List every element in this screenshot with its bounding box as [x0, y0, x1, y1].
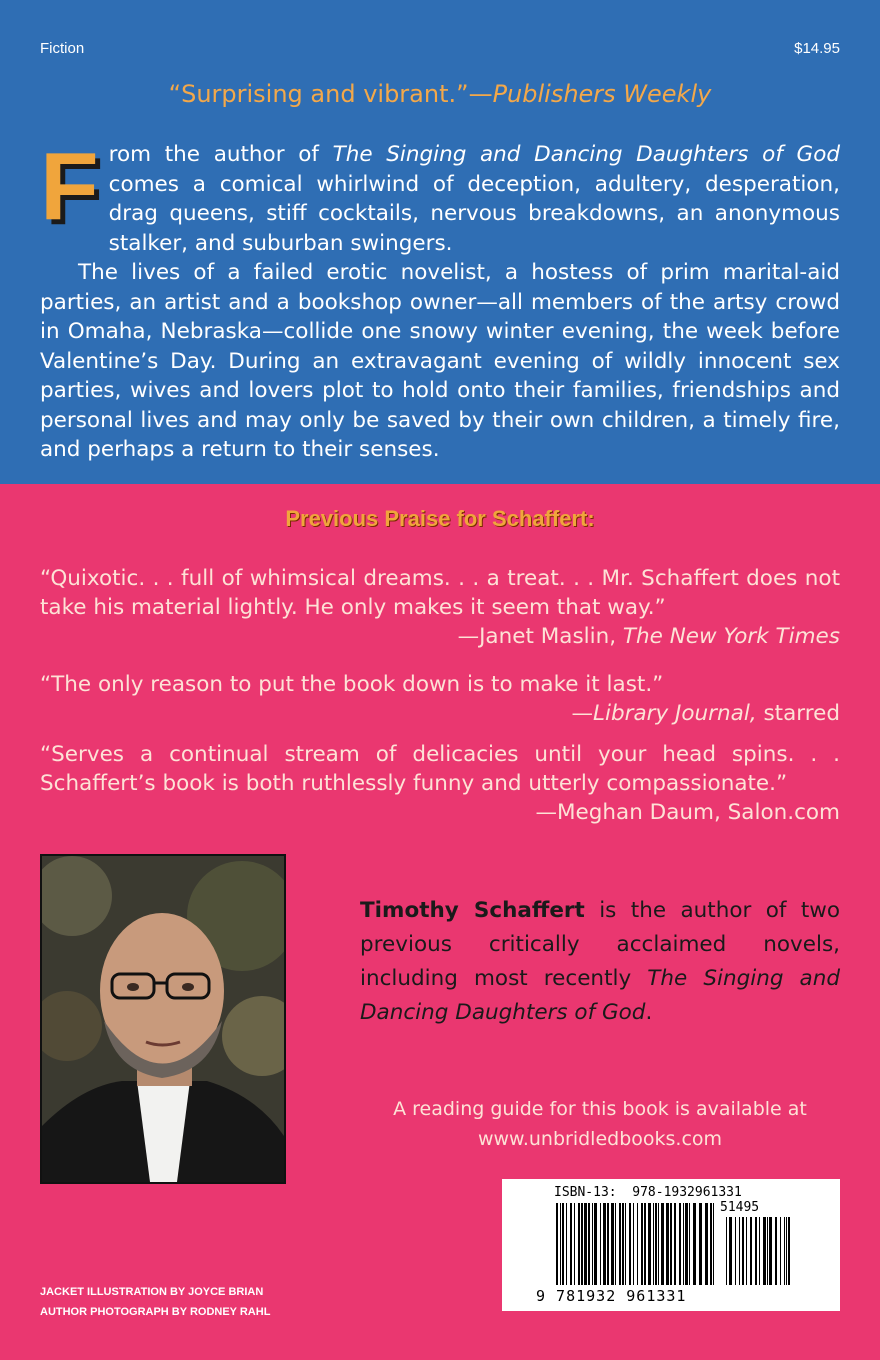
description-panel — [0, 0, 880, 484]
credits — [40, 1282, 270, 1322]
drop-cap: F — [40, 133, 99, 240]
praise-panel — [0, 484, 880, 1360]
quote-source: The New York Times — [622, 624, 840, 649]
review-quote — [40, 740, 840, 827]
pull-quote-text: “Surprising and vibrant.”— — [168, 80, 493, 108]
quote-citation — [40, 699, 840, 728]
quote-citation — [40, 622, 840, 651]
quote-author: —Janet Maslin, — [457, 624, 623, 649]
pull-quote-source: Publishers Weekly — [492, 80, 712, 108]
author-bio-text: is the author of two previous critically acclaimed novels, including most recently — [360, 898, 841, 991]
author-book-title: The Singing and Dancing Daughters of God — [360, 966, 840, 1025]
isbn-barcode — [502, 1179, 840, 1311]
author-bio — [360, 894, 840, 1030]
quote-text: “Quixotic. . . full of whimsical dreams. . . a treat. . . Mr. Schaffert does not take his material lightly. He only makes it seem that way.” — [40, 566, 840, 620]
description-paragraph-1 — [40, 133, 840, 258]
author-bio-end: . — [645, 1000, 653, 1025]
isbn-digits: 9 781932 961331 — [536, 1287, 687, 1305]
isbn-label: ISBN-13: 978-1932961331 — [554, 1185, 742, 1200]
quote-suffix: starred — [756, 701, 840, 726]
description-paragraph-2: The lives of a failed erotic novelist, a hostess of prim marital-aid parties, an artist and a bookshop owner—all members of the artsy crowd in Omaha, Nebraska—collide one snowy winter evening, the week before Valentine’s Day. During an extravagant evening of wildly innocent sex parties, wives and lovers plot to hold onto their families, friendships and personal lives and may only be saved by their own children, a timely fire, and perhaps a return to their senses. — [40, 260, 840, 462]
quote-text: “The only reason to put the book down is to make it last.” — [40, 672, 664, 697]
illustration-credit: JACKET ILLUSTRATION BY JOYCE BRIAN — [40, 1286, 264, 1298]
reading-guide-url: www.unbridledbooks.com — [477, 1128, 723, 1150]
description-intro: rom the author of — [108, 142, 333, 167]
reading-guide-text: A reading guide for this book is available at — [393, 1098, 807, 1120]
author-name: Timothy Schaffert — [360, 898, 585, 923]
genre-label: Fiction — [40, 40, 85, 57]
quote-author: — — [571, 701, 594, 726]
description-book-title: The Singing and Dancing Daughters of God — [332, 142, 840, 167]
review-quote — [40, 670, 840, 728]
price-code: 51495 — [720, 1200, 760, 1215]
quote-text: “Serves a continual stream of delicacies until your head spins. . . Schaffert’s book is both ruthlessly funny and utterly compassionate.” — [40, 742, 840, 796]
description-rest: comes a comical whirlwind of deception, adultery, desperation, drag queens, stiff cocktails, nervous breakdowns, an anonymous stalker, and suburban swingers. — [108, 171, 840, 256]
price-label: $14.95 — [794, 40, 840, 57]
reading-guide-note — [360, 1094, 840, 1154]
book-description — [40, 133, 840, 465]
photo-credit: AUTHOR PHOTOGRAPH BY RODNEY RAHL — [40, 1306, 271, 1318]
author-portrait-image — [42, 856, 284, 1182]
praise-heading: Previous Praise for Schaffert: — [285, 506, 595, 531]
author-photo — [40, 854, 286, 1184]
quote-citation: —Meghan Daum, Salon.com — [535, 800, 840, 825]
pull-quote — [0, 80, 880, 108]
review-quote — [40, 564, 840, 651]
quote-source: Library Journal, — [593, 701, 757, 726]
